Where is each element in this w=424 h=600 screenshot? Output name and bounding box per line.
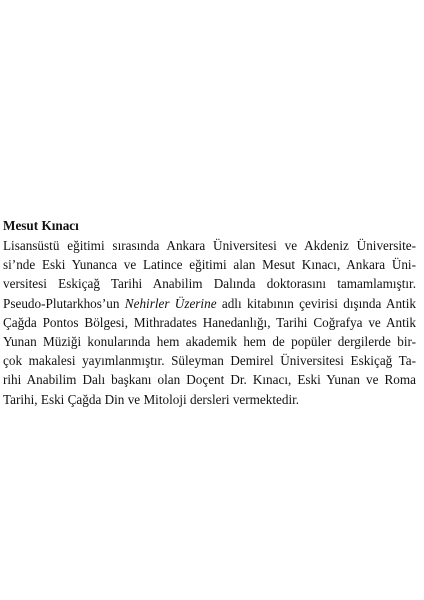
bio-line-8: rihi Anabilim Dalı başkanı olan Doçent Dr. Kınacı, Eski Yunan ve Roma [3, 372, 416, 388]
bio-line-4 [3, 294, 416, 313]
bio-line-3: versitesi Eskiçağ Tarihi Anabilim Dalında doktorasını tamamlamıştır. [3, 276, 416, 292]
author-name-heading: Mesut Kınacı [3, 218, 79, 233]
bio-line-6: Yunan Müziği konularında hem akademik hem de popüler dergilerde bir- [3, 333, 416, 349]
book-title-italic: Nehirler Üzerine [124, 295, 217, 311]
bio-line-9: Tarihi, Eski Çağda Din ve Mitoloji dersleri vermektedir. [3, 391, 300, 407]
bio-line-7: çok makalesi yayımlanmıştır. Süleyman Demirel Üniversitesi Eskiçağ Ta- [3, 353, 416, 369]
bio-line-5: Çağda Pontos Bölgesi, Mithradates Hanedanlığı, Tarihi Coğrafya ve Antik [3, 314, 416, 330]
bio-line-4-start: Pseudo-Plutarkhos’un [3, 295, 125, 311]
bio-line-4-end: adlı kitabının çevirisi dışında Antik [216, 295, 416, 311]
bio-line-2: si’nde Eski Yunanca ve Latince eğitimi alan Mesut Kınacı, Ankara Üni- [3, 257, 416, 273]
bio-paragraph [3, 236, 416, 409]
bio-line-1: Lisansüstü eğitimi sırasında Ankara Üniversitesi ve Akdeniz Üniversite- [3, 238, 416, 253]
author-bio-section [3, 216, 416, 409]
